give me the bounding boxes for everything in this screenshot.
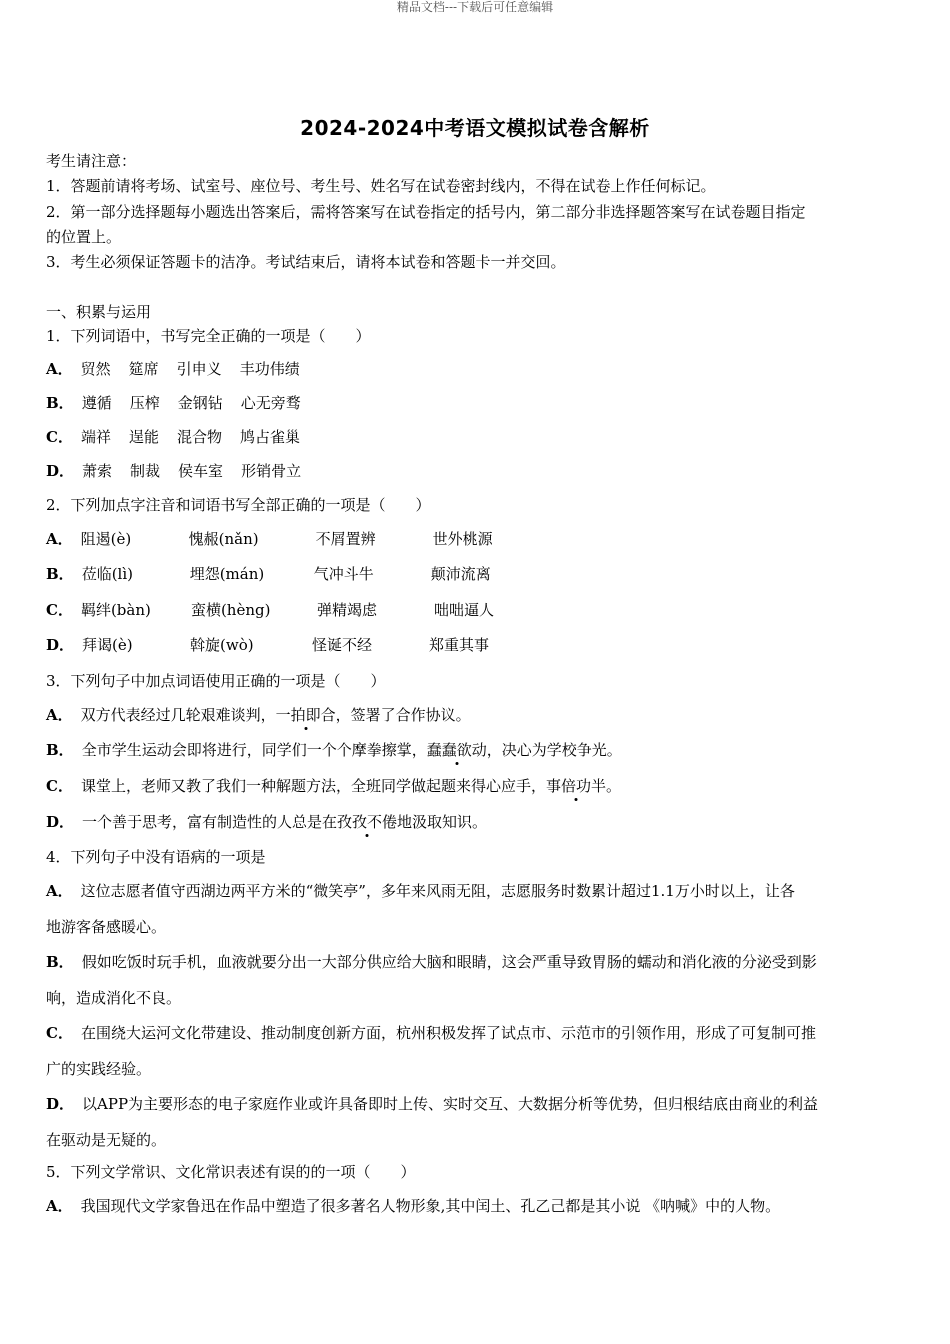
option-key: D． <box>46 1095 75 1113</box>
q4-option-d-cont: 在驱动是无疑的。 <box>46 1131 167 1149</box>
option-word: 怪诞不经 <box>312 636 373 654</box>
option-text: 我国现代文学家鲁迅在作品中塑造了很多著名人物形象,其中闰土、孔乙己都是其小说 《呐喊》中的人物。 <box>80 1197 781 1215</box>
option-word: 萧索 <box>82 462 113 480</box>
page-title: 2024-2024中考语文模拟试卷含解析 <box>300 116 650 140</box>
option-text: 。 <box>605 777 621 795</box>
q4-option-a-cont: 地游客备感暖心。 <box>46 918 167 936</box>
option-word: 世外桃源 <box>432 530 493 548</box>
question-stem: 3．下列句子中加点词语使用正确的一项是（ ） <box>46 672 386 690</box>
dotted-phrase: 孜孜不倦 <box>337 813 398 831</box>
option-text: 假如吃饭时玩手机，血液就要分出一大部分供应给大脑和眼睛，这会严重导致胃肠的蠕动和消化液的分泌受到影 <box>81 953 817 971</box>
option-word: 拜谒(è) <box>82 636 133 654</box>
option-key: A． <box>46 530 73 548</box>
q5-option-a <box>46 1195 780 1217</box>
q4-option-c-cont: 广的实践经验。 <box>46 1060 152 1078</box>
q2-option-a <box>46 528 493 550</box>
dotted-phrase: 一拍即合 <box>275 706 336 724</box>
notice-item: 1．答题前请将考场、试室号、座位号、考生号、姓名写在试卷密封线内，不得在试卷上作任何标记。 <box>46 177 716 195</box>
option-text: ，签署了合作协议。 <box>335 706 471 724</box>
option-word: 逞能 <box>128 428 159 446</box>
q3-option-b <box>46 739 622 761</box>
option-text: ，决心为学校争光。 <box>486 741 622 759</box>
option-word: 埋怨(mán) <box>189 565 265 583</box>
option-key: D． <box>46 636 75 654</box>
option-key: C． <box>46 777 73 795</box>
q1-option-d <box>46 460 301 482</box>
notice-item: 的位置上。 <box>46 228 122 246</box>
option-word: 蛮横(hèng) <box>190 601 271 619</box>
option-word: 遵循 <box>81 394 112 412</box>
option-word: 颠沛流离 <box>430 565 491 583</box>
notice-item: 3．考生必须保证答题卡的洁净。考试结束后，请将本试卷和答题卡一并交回。 <box>46 253 566 271</box>
option-text: 一个善于思考，富有制造性的人总是在 <box>82 813 338 831</box>
option-key: C． <box>46 428 73 446</box>
option-text: 在围绕大运河文化带建设、推动制度创新方面，杭州积极发挥了试点市、示范市的引领作用，形成了可复制可推 <box>80 1024 816 1042</box>
option-word: 郑重其事 <box>429 636 490 654</box>
option-word: 形销骨立 <box>241 462 302 480</box>
section-heading: 一、积累与运用 <box>46 303 152 321</box>
option-text: 以APP为主要形态的电子家庭作业或许具备即时上传、实时交互、大数据分析等优势，但归根结底由商业的利益 <box>82 1095 819 1113</box>
option-key: A． <box>46 882 73 900</box>
option-word: 制裁 <box>130 462 161 480</box>
q4-option-b <box>46 951 817 973</box>
option-word: 弹精竭虑 <box>316 601 377 619</box>
option-key: B． <box>46 953 74 971</box>
notice-item: 2．第一部分选择题每小题选出答案后，需将答案写在试卷指定的括号内，第二部分非选择题答案写在试卷题目指定 <box>46 203 806 221</box>
q4-option-d <box>46 1093 818 1115</box>
option-key: D． <box>46 813 75 831</box>
option-word: 咄咄逼人 <box>433 601 494 619</box>
option-key: A． <box>46 1197 73 1215</box>
option-text: 地汲取知识。 <box>397 813 488 831</box>
q1-option-a <box>46 358 300 380</box>
option-word: 愧赧(nǎn) <box>188 530 259 548</box>
option-key: D． <box>46 462 75 480</box>
option-word: 鸠占雀巢 <box>240 428 301 446</box>
notice-heading: 考生请注意： <box>46 152 137 170</box>
question-stem: 4．下列句子中没有语病的一项是 <box>46 848 266 866</box>
q4-option-c <box>46 1022 816 1044</box>
option-key: C． <box>46 1024 73 1042</box>
option-text: 全市学生运动会即将进行，同学们一个个摩拳擦掌， <box>81 741 427 759</box>
question-stem: 1．下列词语中，书写完全正确的一项是（ ） <box>46 327 371 345</box>
q1-option-c <box>46 426 300 448</box>
option-word: 丰功伟绩 <box>239 360 300 378</box>
option-word: 混合物 <box>176 428 222 446</box>
option-word: 金钢钻 <box>177 394 223 412</box>
option-word: 端祥 <box>80 428 111 446</box>
option-word: 阻遏(è) <box>80 530 132 548</box>
option-word: 气冲斗牛 <box>313 565 374 583</box>
option-key: B． <box>46 741 74 759</box>
option-word: 莅临(lì) <box>81 565 133 583</box>
q4-option-a <box>46 880 795 902</box>
option-key: C． <box>46 601 73 619</box>
header-note: 精品文档---下载后可任意编辑 <box>396 0 554 14</box>
option-word: 羁绊(bàn) <box>80 601 151 619</box>
q4-option-b-cont: 响，造成消化不良。 <box>46 989 182 1007</box>
option-key: A． <box>46 360 73 378</box>
q2-option-d <box>46 634 489 656</box>
option-word: 压榨 <box>129 394 160 412</box>
question-stem: 5．下列文学常识、文化常识表述有误的的一项（ ） <box>46 1163 416 1181</box>
option-text: 双方代表经过几轮艰难谈判， <box>80 706 276 724</box>
option-word: 斡旋(wò) <box>190 636 254 654</box>
option-key: B． <box>46 394 74 412</box>
dotted-phrase: 事倍功半 <box>545 777 606 795</box>
option-word: 侯车室 <box>178 462 224 480</box>
option-word: 不屑置辨 <box>315 530 376 548</box>
q1-option-b <box>46 392 301 414</box>
q2-option-c <box>46 599 494 621</box>
question-stem: 2．下列加点字注音和词语书写全部正确的一项是（ ） <box>46 496 431 514</box>
option-key: B． <box>46 565 74 583</box>
q3-option-d <box>46 811 487 833</box>
option-word: 贸然 <box>80 360 111 378</box>
option-word: 心无旁骛 <box>240 394 301 412</box>
option-key: A． <box>46 706 73 724</box>
q3-option-c <box>46 775 621 797</box>
option-word: 引申义 <box>176 360 222 378</box>
option-word: 筵席 <box>128 360 159 378</box>
dotted-phrase: 蠢蠢欲动 <box>426 741 487 759</box>
option-text: 课堂上，老师又教了我们一种解题方法，全班同学做起题来得心应手， <box>80 777 546 795</box>
q3-option-a <box>46 704 471 726</box>
option-text: 这位志愿者值守西湖边两平方米的“微笑亭”，多年来风雨无阻，志愿服务时数累计超过1.1万小时以上，让各 <box>80 882 795 900</box>
q2-option-b <box>46 563 491 585</box>
